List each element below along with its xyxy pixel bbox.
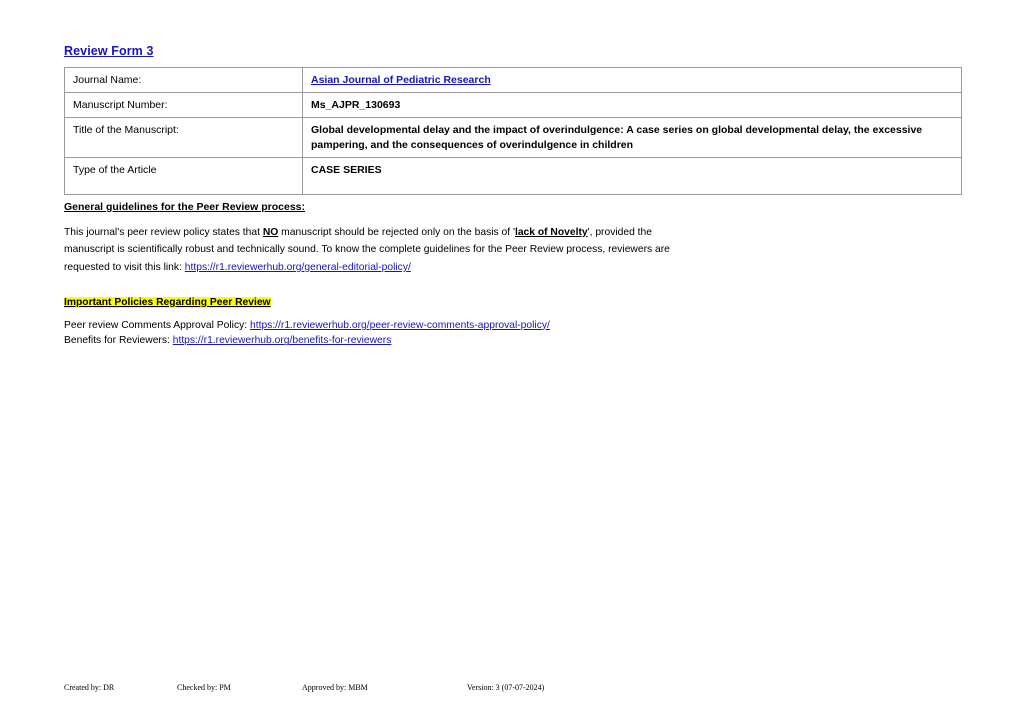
- journal-name-value: [303, 68, 962, 93]
- journal-name-label: Journal Name:: [65, 68, 303, 93]
- approval-policy-link[interactable]: https://r1.reviewerhub.org/peer-review-comments-approval-policy/: [250, 319, 550, 331]
- approval-policy-line: [64, 318, 964, 334]
- article-type-label: Type of the Article: [65, 157, 303, 194]
- footer-checked-by: Checked by: PM: [177, 683, 231, 692]
- footer-created-by: Created by: DR: [64, 683, 115, 692]
- manuscript-title-value: Global developmental delay and the impact of overindulgence: A case series on global developmental delay, the excessive pampering, and the consequences of overindulgence in children: [303, 118, 962, 157]
- table-row: [65, 68, 962, 93]
- policy-text-part-2: manuscript should be rejected only on the basis of ': [278, 226, 515, 238]
- benefits-label: Benefits for Reviewers:: [64, 335, 173, 347]
- manuscript-number-label: Manuscript Number:: [65, 93, 303, 118]
- table-row: [65, 118, 962, 157]
- manuscript-metadata-table: [64, 67, 962, 195]
- approval-policy-label: Peer review Comments Approval Policy:: [64, 319, 250, 331]
- manuscript-title-label: Title of the Manuscript:: [65, 118, 303, 157]
- page-footer: [64, 683, 964, 692]
- policy-text-part-1: This journal's peer review policy states that: [64, 226, 263, 238]
- benefits-line: [64, 333, 964, 349]
- peer-review-policy-paragraph: [64, 224, 704, 277]
- article-type-value: CASE SERIES: [303, 157, 962, 194]
- policy-emphasis-no: NO: [262, 226, 279, 238]
- journal-name-link[interactable]: Asian Journal of Pediatric Research: [311, 74, 491, 86]
- page-title: Review Form 3: [64, 44, 154, 58]
- important-policies-heading: Important Policies Regarding Peer Review: [64, 296, 271, 308]
- footer-approved-by: Approved by: MBM: [302, 683, 368, 692]
- document-content: [64, 44, 964, 349]
- benefits-link[interactable]: https://r1.reviewerhub.org/benefits-for-reviewers: [172, 335, 392, 347]
- manuscript-number-value: Ms_AJPR_130693: [303, 93, 962, 118]
- policy-text-part-3: ', provided the manuscript is scientifically robust and technically sound. To know the complete guidelines for the Peer Review process, reviewers are requested to visit this link:: [64, 226, 670, 274]
- general-editorial-policy-link[interactable]: https://r1.reviewerhub.org/general-editorial-policy/: [184, 262, 411, 274]
- table-row: [65, 93, 962, 118]
- general-guidelines-heading: General guidelines for the Peer Review process:: [64, 200, 306, 213]
- footer-version: Version: 3 (07-07-2024): [467, 683, 545, 692]
- table-row: [65, 157, 962, 194]
- policy-emphasis-novelty: lack of Novelty: [514, 226, 588, 238]
